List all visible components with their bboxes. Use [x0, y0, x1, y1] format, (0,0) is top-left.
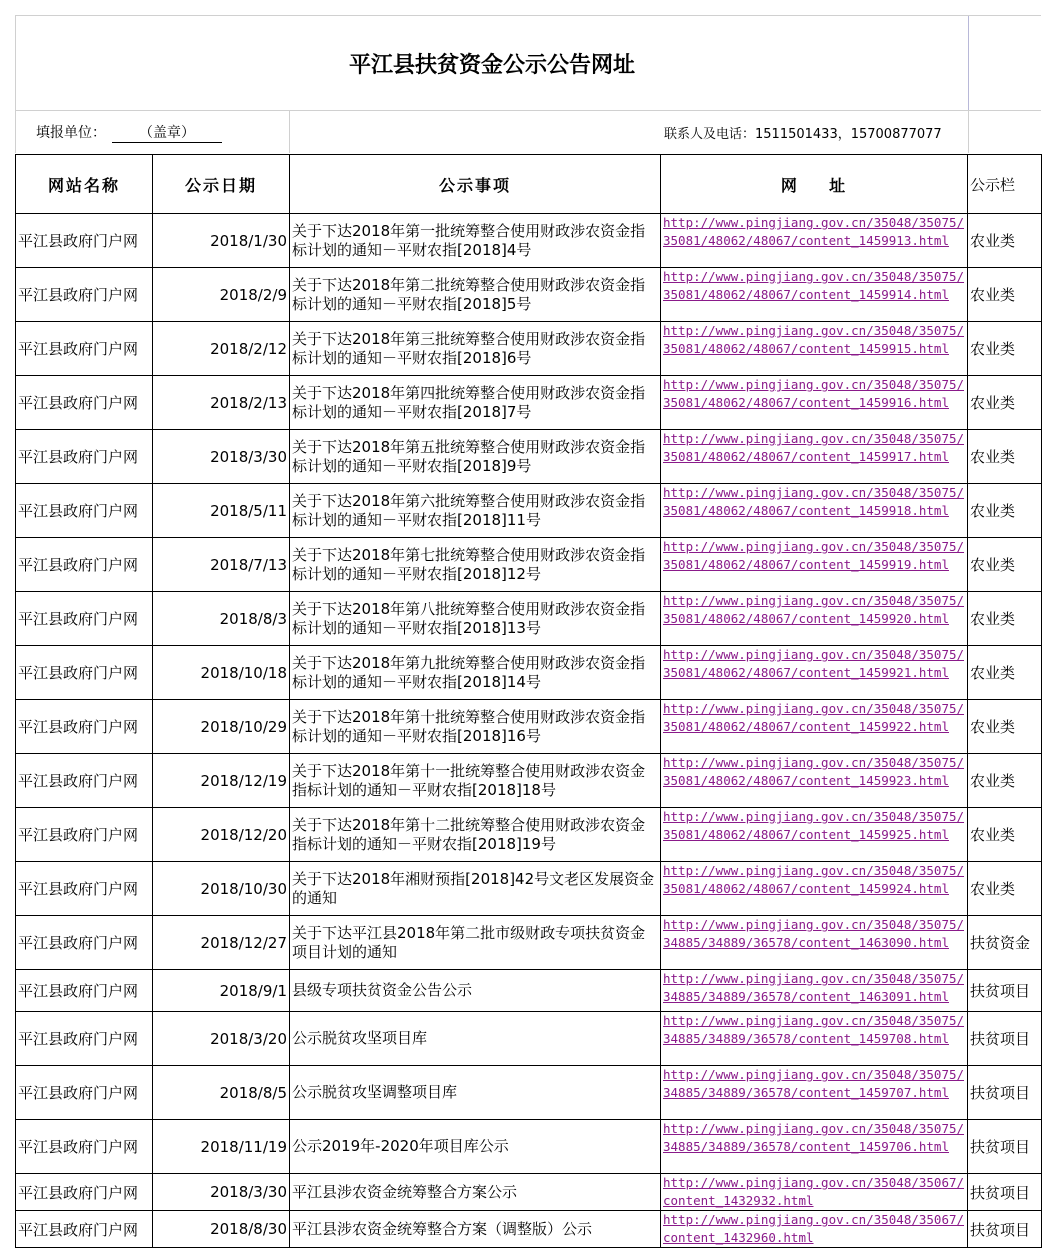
matter-cell: 关于下达平江县2018年第二批市级财政专项扶贫资金项目计划的通知: [290, 916, 661, 970]
table-row: [16, 1174, 1042, 1211]
date-cell: 2018/5/11: [153, 484, 290, 538]
header-matter: 公示事项: [290, 155, 661, 214]
url-cell: [661, 808, 968, 862]
matter-cell: 公示脱贫攻坚调整项目库: [290, 1066, 661, 1120]
url-cell: [661, 1211, 968, 1248]
url-link[interactable]: http://www.pingjiang.gov.cn/35048/35075/35081/48062/48067/content_1459913.html: [663, 215, 965, 248]
divider: [289, 111, 290, 153]
category-cell: 农业类: [968, 646, 1042, 700]
date-cell: 2018/12/27: [153, 916, 290, 970]
category-cell: 农业类: [968, 484, 1042, 538]
url-link[interactable]: http://www.pingjiang.gov.cn/35048/35075/34885/34889/36578/content_1459707.html: [663, 1067, 965, 1100]
url-cell: [661, 484, 968, 538]
matter-cell: 县级专项扶贫资金公告公示: [290, 970, 661, 1012]
category-cell: 扶贫项目: [968, 1066, 1042, 1120]
category-cell: 农业类: [968, 430, 1042, 484]
category-cell: 农业类: [968, 538, 1042, 592]
site-cell: 平江县政府门户网: [16, 322, 153, 376]
table-row: [16, 970, 1042, 1012]
table-row: [16, 214, 1042, 268]
matter-cell: 公示2019年-2020年项目库公示: [290, 1120, 661, 1174]
divider: [968, 111, 969, 153]
site-cell: 平江县政府门户网: [16, 376, 153, 430]
site-cell: 平江县政府门户网: [16, 646, 153, 700]
date-cell: 2018/12/19: [153, 754, 290, 808]
table-row: [16, 484, 1042, 538]
date-cell: 2018/3/30: [153, 430, 290, 484]
site-cell: 平江县政府门户网: [16, 700, 153, 754]
url-cell: [661, 970, 968, 1012]
url-link[interactable]: http://www.pingjiang.gov.cn/35048/35075/35081/48062/48067/content_1459919.html: [663, 539, 965, 572]
category-cell: 农业类: [968, 808, 1042, 862]
header-site: 网站名称: [16, 155, 153, 214]
matter-cell: 关于下达2018年第七批统筹整合使用财政涉农资金指标计划的通知－平财农指[2018]12号: [290, 538, 661, 592]
url-link[interactable]: http://www.pingjiang.gov.cn/35048/35075/35081/48062/48067/content_1459920.html: [663, 593, 965, 626]
contact-info: 联系人及电话：1511501433，15700877077: [664, 126, 942, 142]
table-row: [16, 862, 1042, 916]
date-cell: 2018/10/18: [153, 646, 290, 700]
matter-cell: 关于下达2018年第十一批统筹整合使用财政涉农资金指标计划的通知－平财农指[2018]18号: [290, 754, 661, 808]
date-cell: 2018/3/30: [153, 1174, 290, 1211]
site-cell: 平江县政府门户网: [16, 214, 153, 268]
url-link[interactable]: http://www.pingjiang.gov.cn/35048/35067/content_1432960.html: [663, 1212, 965, 1245]
category-cell: 农业类: [968, 700, 1042, 754]
site-cell: 平江县政府门户网: [16, 970, 153, 1012]
date-cell: 2018/8/5: [153, 1066, 290, 1120]
table-row: [16, 430, 1042, 484]
matter-cell: 关于下达2018年第十批统筹整合使用财政涉农资金指标计划的通知－平财农指[2018]16号: [290, 700, 661, 754]
fill-unit: [36, 111, 222, 153]
date-cell: 2018/2/9: [153, 268, 290, 322]
url-link[interactable]: http://www.pingjiang.gov.cn/35048/35075/34885/34889/36578/content_1459708.html: [663, 1013, 965, 1046]
site-cell: 平江县政府门户网: [16, 808, 153, 862]
matter-cell: 关于下达2018年第六批统筹整合使用财政涉农资金指标计划的通知－平财农指[2018]11号: [290, 484, 661, 538]
url-cell: [661, 214, 968, 268]
site-cell: 平江县政府门户网: [16, 592, 153, 646]
table-row: [16, 646, 1042, 700]
date-cell: 2018/9/1: [153, 970, 290, 1012]
site-cell: 平江县政府门户网: [16, 1174, 153, 1211]
table-row: [16, 1211, 1042, 1248]
url-cell: [661, 1066, 968, 1120]
table-row: [16, 592, 1042, 646]
url-cell: [661, 538, 968, 592]
matter-cell: 关于下达2018年第九批统筹整合使用财政涉农资金指标计划的通知－平财农指[2018]14号: [290, 646, 661, 700]
category-cell: 农业类: [968, 862, 1042, 916]
url-link[interactable]: http://www.pingjiang.gov.cn/35048/35075/35081/48062/48067/content_1459921.html: [663, 647, 965, 680]
date-cell: 2018/10/30: [153, 862, 290, 916]
url-link[interactable]: http://www.pingjiang.gov.cn/35048/35075/35081/48062/48067/content_1459925.html: [663, 809, 965, 842]
category-cell: 扶贫项目: [968, 1174, 1042, 1211]
info-row: [15, 110, 1041, 153]
fill-unit-value: （盖章）: [112, 122, 222, 143]
date-cell: 2018/2/13: [153, 376, 290, 430]
url-cell: [661, 1174, 968, 1211]
table-row: [16, 808, 1042, 862]
disclosure-table: [15, 154, 1042, 1248]
header-row: [16, 155, 1042, 214]
url-cell: [661, 862, 968, 916]
site-cell: 平江县政府门户网: [16, 538, 153, 592]
url-cell: [661, 322, 968, 376]
fill-unit-label: 填报单位：: [36, 125, 106, 141]
site-cell: 平江县政府门户网: [16, 1066, 153, 1120]
date-cell: 2018/3/20: [153, 1012, 290, 1066]
matter-cell: 关于下达2018年第八批统筹整合使用财政涉农资金指标计划的通知－平财农指[2018]13号: [290, 592, 661, 646]
matter-cell: 关于下达2018年第十二批统筹整合使用财政涉农资金指标计划的通知－平财农指[2018]19号: [290, 808, 661, 862]
url-cell: [661, 916, 968, 970]
url-link[interactable]: http://www.pingjiang.gov.cn/35048/35075/35081/48062/48067/content_1459915.html: [663, 323, 965, 356]
site-cell: 平江县政府门户网: [16, 484, 153, 538]
matter-cell: 关于下达2018年第五批统筹整合使用财政涉农资金指标计划的通知－平财农指[2018]9号: [290, 430, 661, 484]
page-title: 平江县扶贫资金公示公告网址: [348, 52, 635, 78]
title-block: [15, 15, 1041, 111]
matter-cell: 关于下达2018年第三批统筹整合使用财政涉农资金指标计划的通知－平财农指[2018]6号: [290, 322, 661, 376]
url-link[interactable]: http://www.pingjiang.gov.cn/35048/35075/35081/48062/48067/content_1459918.html: [663, 485, 965, 518]
site-cell: 平江县政府门户网: [16, 1211, 153, 1248]
header-url: 网 址: [661, 155, 968, 214]
url-link[interactable]: http://www.pingjiang.gov.cn/35048/35075/35081/48062/48067/content_1459924.html: [663, 863, 965, 896]
url-link[interactable]: http://www.pingjiang.gov.cn/35048/35075/35081/48062/48067/content_1459916.html: [663, 377, 965, 410]
date-cell: 2018/10/29: [153, 700, 290, 754]
date-cell: 2018/2/12: [153, 322, 290, 376]
url-link[interactable]: http://www.pingjiang.gov.cn/35048/35075/34885/34889/36578/content_1463090.html: [663, 917, 965, 950]
table-row: [16, 376, 1042, 430]
matter-cell: 公示脱贫攻坚项目库: [290, 1012, 661, 1066]
matter-cell: 关于下达2018年第一批统筹整合使用财政涉农资金指标计划的通知－平财农指[2018]4号: [290, 214, 661, 268]
date-cell: 2018/12/20: [153, 808, 290, 862]
table-row: [16, 538, 1042, 592]
site-cell: 平江县政府门户网: [16, 268, 153, 322]
category-cell: 扶贫项目: [968, 970, 1042, 1012]
url-link[interactable]: http://www.pingjiang.gov.cn/35048/35075/35081/48062/48067/content_1459922.html: [663, 701, 965, 734]
site-cell: 平江县政府门户网: [16, 916, 153, 970]
url-cell: [661, 430, 968, 484]
url-cell: [661, 376, 968, 430]
header-date: 公示日期: [153, 155, 290, 214]
date-cell: 2018/8/3: [153, 592, 290, 646]
site-cell: 平江县政府门户网: [16, 862, 153, 916]
url-cell: [661, 700, 968, 754]
date-cell: 2018/11/19: [153, 1120, 290, 1174]
url-link[interactable]: http://www.pingjiang.gov.cn/35048/35075/35081/48062/48067/content_1459923.html: [663, 755, 965, 788]
category-cell: 扶贫资金: [968, 916, 1042, 970]
table-row: [16, 322, 1042, 376]
header-category: 公示栏: [968, 155, 1042, 214]
category-cell: 扶贫项目: [968, 1120, 1042, 1174]
site-cell: 平江县政府门户网: [16, 430, 153, 484]
date-cell: 2018/1/30: [153, 214, 290, 268]
url-link[interactable]: http://www.pingjiang.gov.cn/35048/35075/35081/48062/48067/content_1459917.html: [663, 431, 965, 464]
matter-cell: 关于下达2018年湘财预指[2018]42号文老区发展资金的通知: [290, 862, 661, 916]
matter-cell: 关于下达2018年第二批统筹整合使用财政涉农资金指标计划的通知－平财农指[2018]5号: [290, 268, 661, 322]
category-cell: 扶贫项目: [968, 1012, 1042, 1066]
table-row: [16, 1120, 1042, 1174]
matter-cell: 平江县涉农资金统筹整合方案公示: [290, 1174, 661, 1211]
category-cell: 农业类: [968, 214, 1042, 268]
matter-cell: 平江县涉农资金统筹整合方案（调整版）公示: [290, 1211, 661, 1248]
category-cell: 农业类: [968, 376, 1042, 430]
table-row: [16, 1066, 1042, 1120]
date-cell: 2018/7/13: [153, 538, 290, 592]
url-cell: [661, 646, 968, 700]
url-link[interactable]: http://www.pingjiang.gov.cn/35048/35075/34885/34889/36578/content_1459706.html: [663, 1121, 965, 1154]
url-link[interactable]: http://www.pingjiang.gov.cn/35048/35075/35081/48062/48067/content_1459914.html: [663, 269, 965, 302]
category-cell: 农业类: [968, 592, 1042, 646]
url-cell: [661, 754, 968, 808]
table-row: [16, 1012, 1042, 1066]
table-row: [16, 916, 1042, 970]
site-cell: 平江县政府门户网: [16, 1012, 153, 1066]
url-cell: [661, 592, 968, 646]
site-cell: 平江县政府门户网: [16, 754, 153, 808]
category-cell: 农业类: [968, 322, 1042, 376]
table-row: [16, 700, 1042, 754]
category-cell: 扶贫项目: [968, 1211, 1042, 1248]
category-cell: 农业类: [968, 268, 1042, 322]
url-link[interactable]: http://www.pingjiang.gov.cn/35048/35067/content_1432932.html: [663, 1175, 965, 1208]
table-row: [16, 268, 1042, 322]
matter-cell: 关于下达2018年第四批统筹整合使用财政涉农资金指标计划的通知－平财农指[2018]7号: [290, 376, 661, 430]
url-cell: [661, 268, 968, 322]
table-row: [16, 754, 1042, 808]
site-cell: 平江县政府门户网: [16, 1120, 153, 1174]
url-cell: [661, 1120, 968, 1174]
category-cell: 农业类: [968, 754, 1042, 808]
date-cell: 2018/8/30: [153, 1211, 290, 1248]
url-link[interactable]: http://www.pingjiang.gov.cn/35048/35075/34885/34889/36578/content_1463091.html: [663, 971, 965, 1004]
url-cell: [661, 1012, 968, 1066]
